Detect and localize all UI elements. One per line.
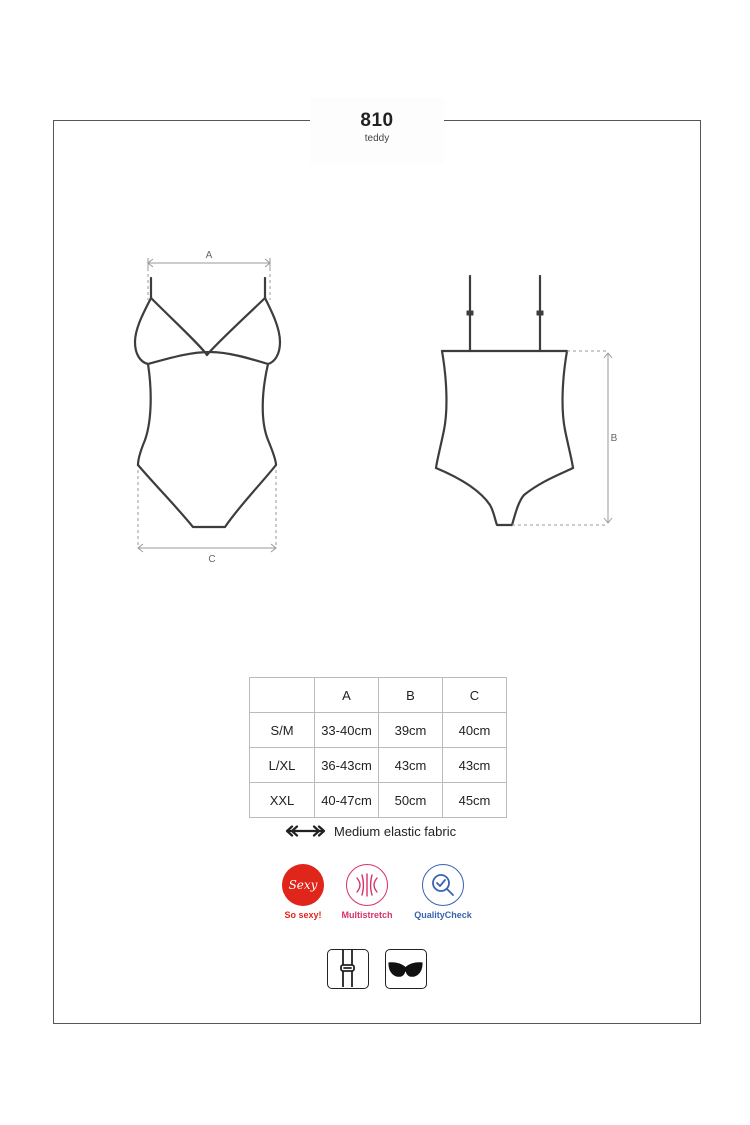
front-outline bbox=[135, 278, 280, 527]
table-cell: 33-40cm bbox=[315, 713, 379, 748]
padded-cups-icon bbox=[385, 949, 427, 989]
table-cell: 50cm bbox=[379, 783, 443, 818]
table-row bbox=[250, 713, 507, 748]
sexy-icon bbox=[282, 864, 324, 906]
badge-label: Multistretch bbox=[341, 910, 393, 920]
table-cell: 36-43cm bbox=[315, 748, 379, 783]
table-cell: 43cm bbox=[443, 748, 507, 783]
product-type: teddy bbox=[364, 133, 390, 144]
dimension-a bbox=[148, 258, 270, 300]
sexy-icon-text: Sexy bbox=[288, 878, 318, 892]
dimension-c bbox=[138, 470, 276, 552]
label-a: A bbox=[205, 250, 213, 261]
dimension-b bbox=[512, 351, 612, 525]
table-row bbox=[250, 748, 507, 783]
size-cell: S/M bbox=[250, 713, 315, 748]
fabric-info bbox=[284, 822, 456, 840]
back-closure-icon bbox=[327, 949, 369, 989]
size-table bbox=[249, 677, 507, 818]
table-header-row bbox=[250, 678, 507, 713]
quality-check-icon bbox=[422, 864, 464, 906]
table-row bbox=[250, 783, 507, 818]
badge-label: QualityCheck bbox=[414, 910, 472, 920]
size-cell: XXL bbox=[250, 783, 315, 818]
table-cell: 40-47cm bbox=[315, 783, 379, 818]
table-cell: 43cm bbox=[379, 748, 443, 783]
front-view bbox=[135, 250, 280, 565]
back-outline bbox=[436, 276, 573, 525]
table-header-cell: C bbox=[443, 678, 507, 713]
badge-label: So sexy! bbox=[284, 910, 322, 920]
model-number: 810 bbox=[360, 110, 394, 131]
multistretch-icon bbox=[346, 864, 388, 906]
fabric-label: Medium elastic fabric bbox=[334, 823, 457, 839]
badge-quality-check bbox=[398, 864, 488, 920]
size-cell: L/XL bbox=[250, 748, 315, 783]
table-cell: 40cm bbox=[443, 713, 507, 748]
table-header-cell: B bbox=[379, 678, 443, 713]
label-c: C bbox=[208, 554, 216, 565]
table-header-cell bbox=[250, 678, 315, 713]
table-cell: 39cm bbox=[379, 713, 443, 748]
back-view bbox=[436, 276, 618, 525]
double-arrow-icon bbox=[284, 825, 327, 837]
table-cell: 45cm bbox=[443, 783, 507, 818]
table-header-cell: A bbox=[315, 678, 379, 713]
label-b: B bbox=[610, 433, 618, 444]
